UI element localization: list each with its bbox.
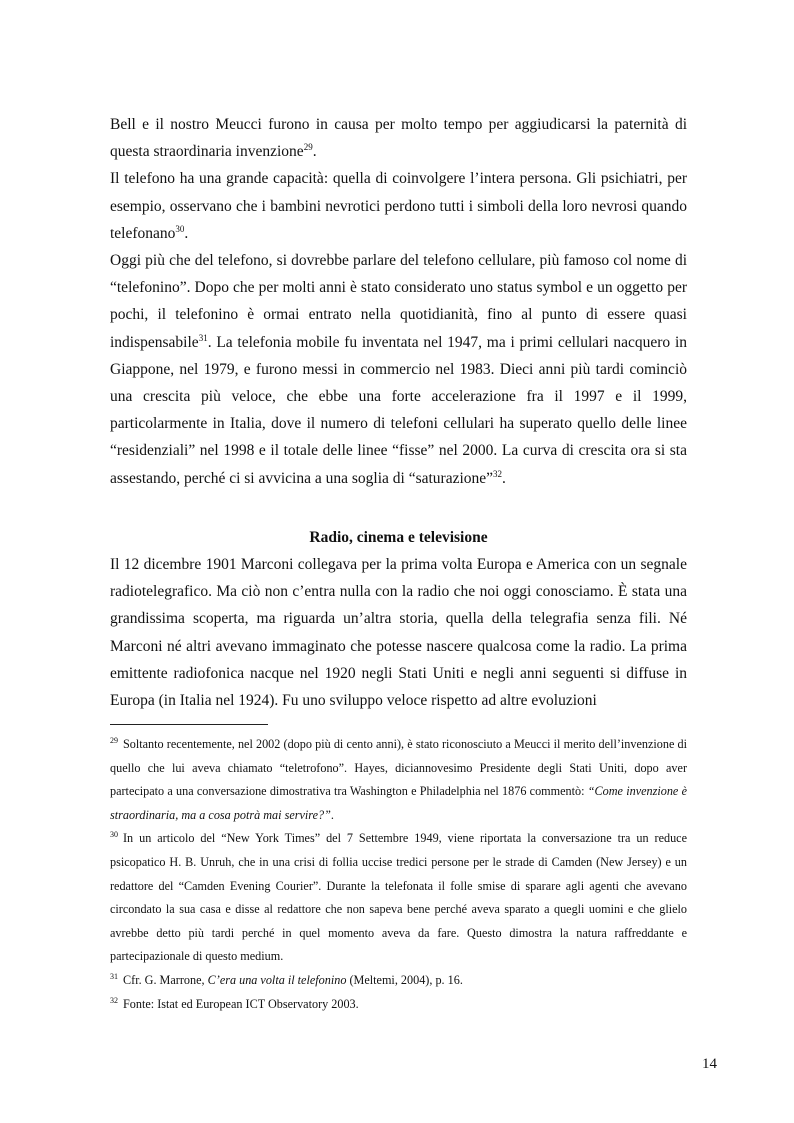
footnote-text: In un articolo del “New York Times” del 7 Settembre 1949, viene riportata la conversazione tra un reduce psicopatico H. B. Unruh, che in una crisi di follia uccise tredici persone per le strade di Camden (New Jersey) e un redattore del “Camden Evening Courier”. Durante la telefonata il folle smise di sparare agli agenti che avevano circondato la sua casa e disse al redattore che non sapeva bene perché aveva sparato a quegli uomini e che glielo avrebbe detto più tardi perché in quel momento aveva da fare. Questo dimostra la natura raffreddante e partecipazionale di questo medium. — [110, 831, 687, 964]
paragraph-text: Bell e il nostro Meucci furono in causa per molto tempo per aggiudicarsi la paternità di questa straordinaria invenzione — [110, 116, 687, 161]
paragraph-psichiatri — [110, 165, 687, 247]
paragraph-bell-meucci — [110, 111, 687, 165]
page-number: 14 — [702, 1056, 717, 1072]
footnote-text: . — [330, 807, 334, 822]
footnote-number: 32 — [110, 995, 118, 1005]
footnote-number: 29 — [110, 736, 118, 745]
footnote-number: 30 — [110, 830, 118, 840]
footnotes — [110, 733, 687, 1016]
paragraph-text: Il telefono ha una grande capacità: quella di coinvolgere l’intera persona. Gli psichiatri, per esempio, osservano che i bambini nevrotici perdono tutti i simboli della loro nevrosi quando telefonano — [110, 170, 687, 242]
paragraph-text: . — [312, 143, 317, 161]
footnote-text: Cfr. G. Marrone, — [123, 972, 208, 987]
paragraph-text: Oggi più che del telefono, si dovrebbe parlare del telefono cellulare, più famoso col nome di “telefonino”. Dopo che per molti anni è stato considerato uno status symbol e un oggetto per pochi, il telefonino è ormai entrato nella quotidianità, fino al punto di essere quasi indispensabile — [110, 252, 687, 351]
footnote-ref-31: 31 — [198, 332, 208, 343]
body-text-telefono — [110, 111, 687, 492]
paragraph-marconi: Il 12 dicembre 1901 Marconi collegava per la prima volta Europa e America con un segnale radiotelegrafico. Ma ciò non c’entra nulla con la radio che noi oggi conosciamo. È stata una grandissima scoperta, ma riguarda un’altra storia, quella della telegrafia senza fili. Né Marconi né altri avevano immaginato che potesse nascere qualcosa come la radio. La prima emittente radiofonica nacque nel 1920 negli Stati Uniti e negli anni seguenti si diffuse in Europa (in Italia nel 1924). Fu uno sviluppo veloce rispetto ad altre evoluzioni — [110, 556, 687, 710]
footnote-30 — [110, 827, 687, 969]
paragraph-text: . La telefonia mobile fu inventata nel 1947, ma i primi cellulari nacquero in Giappone, nel 1979, e furono messi in commercio nel 1983. Dieci anni più tardi cominciò una crescita più veloce, che ebbe una forte accelerazione fra il 1997 e il 1999, particolarmente in Italia, dove il numero di telefoni cellulari ha superato quello delle linee “residenziali” nel 1998 e il totale delle linee “fisse” nel 2000. La curva di crescita ora si sta assestando, perché ci si avvicina a una soglia di “saturazione” — [110, 333, 687, 487]
footnote-ref-32: 32 — [493, 468, 503, 479]
paragraph-telefonino — [110, 247, 687, 492]
paragraph-text: . — [184, 224, 189, 242]
footnote-book-title: C’era una volta il telefonino — [207, 972, 347, 987]
section-heading: Radio, cinema e televisione — [309, 529, 488, 546]
footnote-separator — [110, 724, 268, 725]
footnote-ref-30: 30 — [175, 223, 185, 234]
footnote-quote: “Come invenzione è straordinaria, ma a cosa potrà mai servire?” — [110, 784, 687, 822]
footnote-32 — [110, 993, 687, 1017]
footnote-text: (Meltemi, 2004), p. 16. — [346, 972, 463, 987]
paragraph-text: . — [502, 469, 506, 487]
footnote-31 — [110, 969, 687, 993]
body-text-radio — [110, 551, 687, 714]
footnote-ref-29: 29 — [303, 142, 313, 153]
footnote-text: Fonte: Istat ed European ICT Observatory 2003. — [123, 996, 359, 1011]
footnote-number: 31 — [110, 971, 118, 981]
footnote-29 — [110, 733, 687, 827]
footnote-text: Soltanto recentemente, nel 2002 (dopo più di cento anni), è stato riconosciuto a Meucci il merito dell’invenzione di quello che lui aveva chiamato “teletrofono”. Hayes, diciannovesimo Presidente degli Stati Uniti, dopo aver partecipato a una conversazione dimostrativa tra Washington e Philadelphia nel 1876 commentò: — [110, 737, 687, 799]
